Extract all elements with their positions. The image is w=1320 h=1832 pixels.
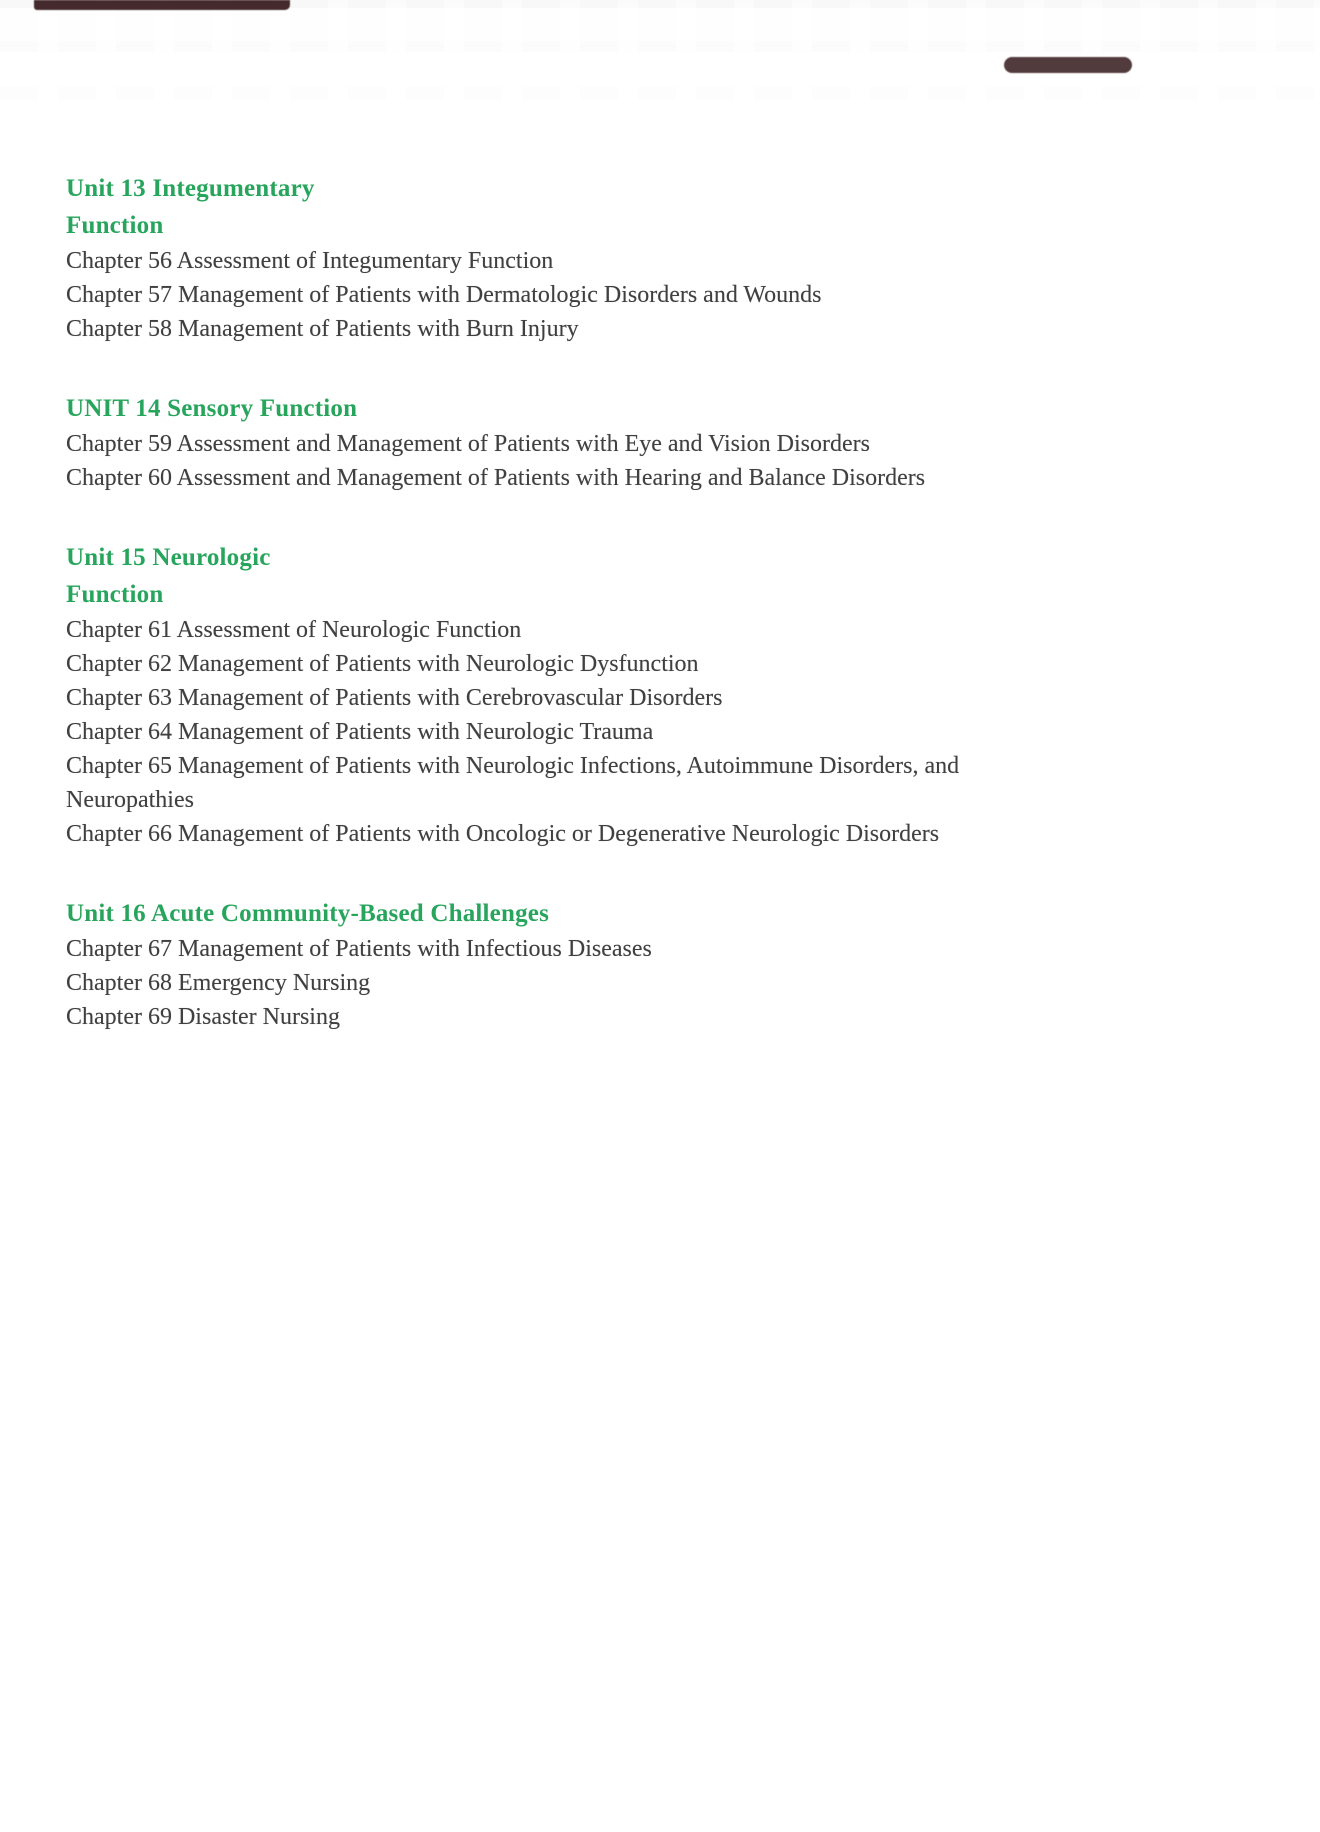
chapter-62-line: Chapter 62 Management of Patients with Neurologic Dysfunction bbox=[66, 651, 699, 677]
chapter-60-line: Chapter 60 Assessment and Management of Patients with Hearing and Balance Disorders bbox=[66, 465, 926, 491]
chapter-66-line: Chapter 66 Management of Patients with Oncologic or Degenerative Neurologic Disorders bbox=[66, 821, 940, 847]
chapter-69-line: Chapter 69 Disaster Nursing bbox=[66, 1004, 340, 1030]
unit-15-section bbox=[66, 539, 1086, 851]
chapter-63-line: Chapter 63 Management of Patients with Cerebrovascular Disorders bbox=[66, 685, 723, 711]
chapter-65-line: Chapter 65 Management of Patients with Neurologic Infections, Autoimmune Disorders, and bbox=[66, 753, 960, 779]
chapter-56-line: Chapter 56 Assessment of Integumentary Function bbox=[66, 248, 554, 274]
toc bbox=[66, 170, 1086, 1078]
chapter-59-line: Chapter 59 Assessment and Management of Patients with Eye and Vision Disorders bbox=[66, 431, 870, 457]
unit-14-title-line-1: UNIT 14 Sensory Function bbox=[66, 395, 358, 422]
unit-14-section bbox=[66, 390, 1086, 495]
scan-artifact-top-right bbox=[1004, 57, 1132, 73]
unit-15-title-line-2: Function bbox=[66, 581, 164, 608]
chapter-67-line: Chapter 67 Management of Patients with Infectious Diseases bbox=[66, 936, 652, 962]
chapter-65-continuation-line: Neuropathies bbox=[66, 787, 194, 813]
unit-13-section bbox=[66, 170, 1086, 346]
unit-16-title-line-1: Unit 16 Acute Community-Based Challenges bbox=[66, 900, 550, 927]
chapter-61-line: Chapter 61 Assessment of Neurologic Function bbox=[66, 617, 522, 643]
unit-16-section bbox=[66, 895, 1086, 1034]
unit-13-title-line-1: Unit 13 Integumentary bbox=[66, 175, 315, 202]
chapter-58-line: Chapter 58 Management of Patients with Burn Injury bbox=[66, 316, 579, 342]
chapter-64-line: Chapter 64 Management of Patients with Neurologic Trauma bbox=[66, 719, 654, 745]
unit-13-title-line-2: Function bbox=[66, 212, 164, 239]
unit-15-title-line-1: Unit 15 Neurologic bbox=[66, 544, 271, 571]
chapter-68-line: Chapter 68 Emergency Nursing bbox=[66, 970, 371, 996]
scan-artifact-top-left bbox=[34, 0, 290, 10]
chapter-57-line: Chapter 57 Management of Patients with Dermatologic Disorders and Wounds bbox=[66, 282, 822, 308]
